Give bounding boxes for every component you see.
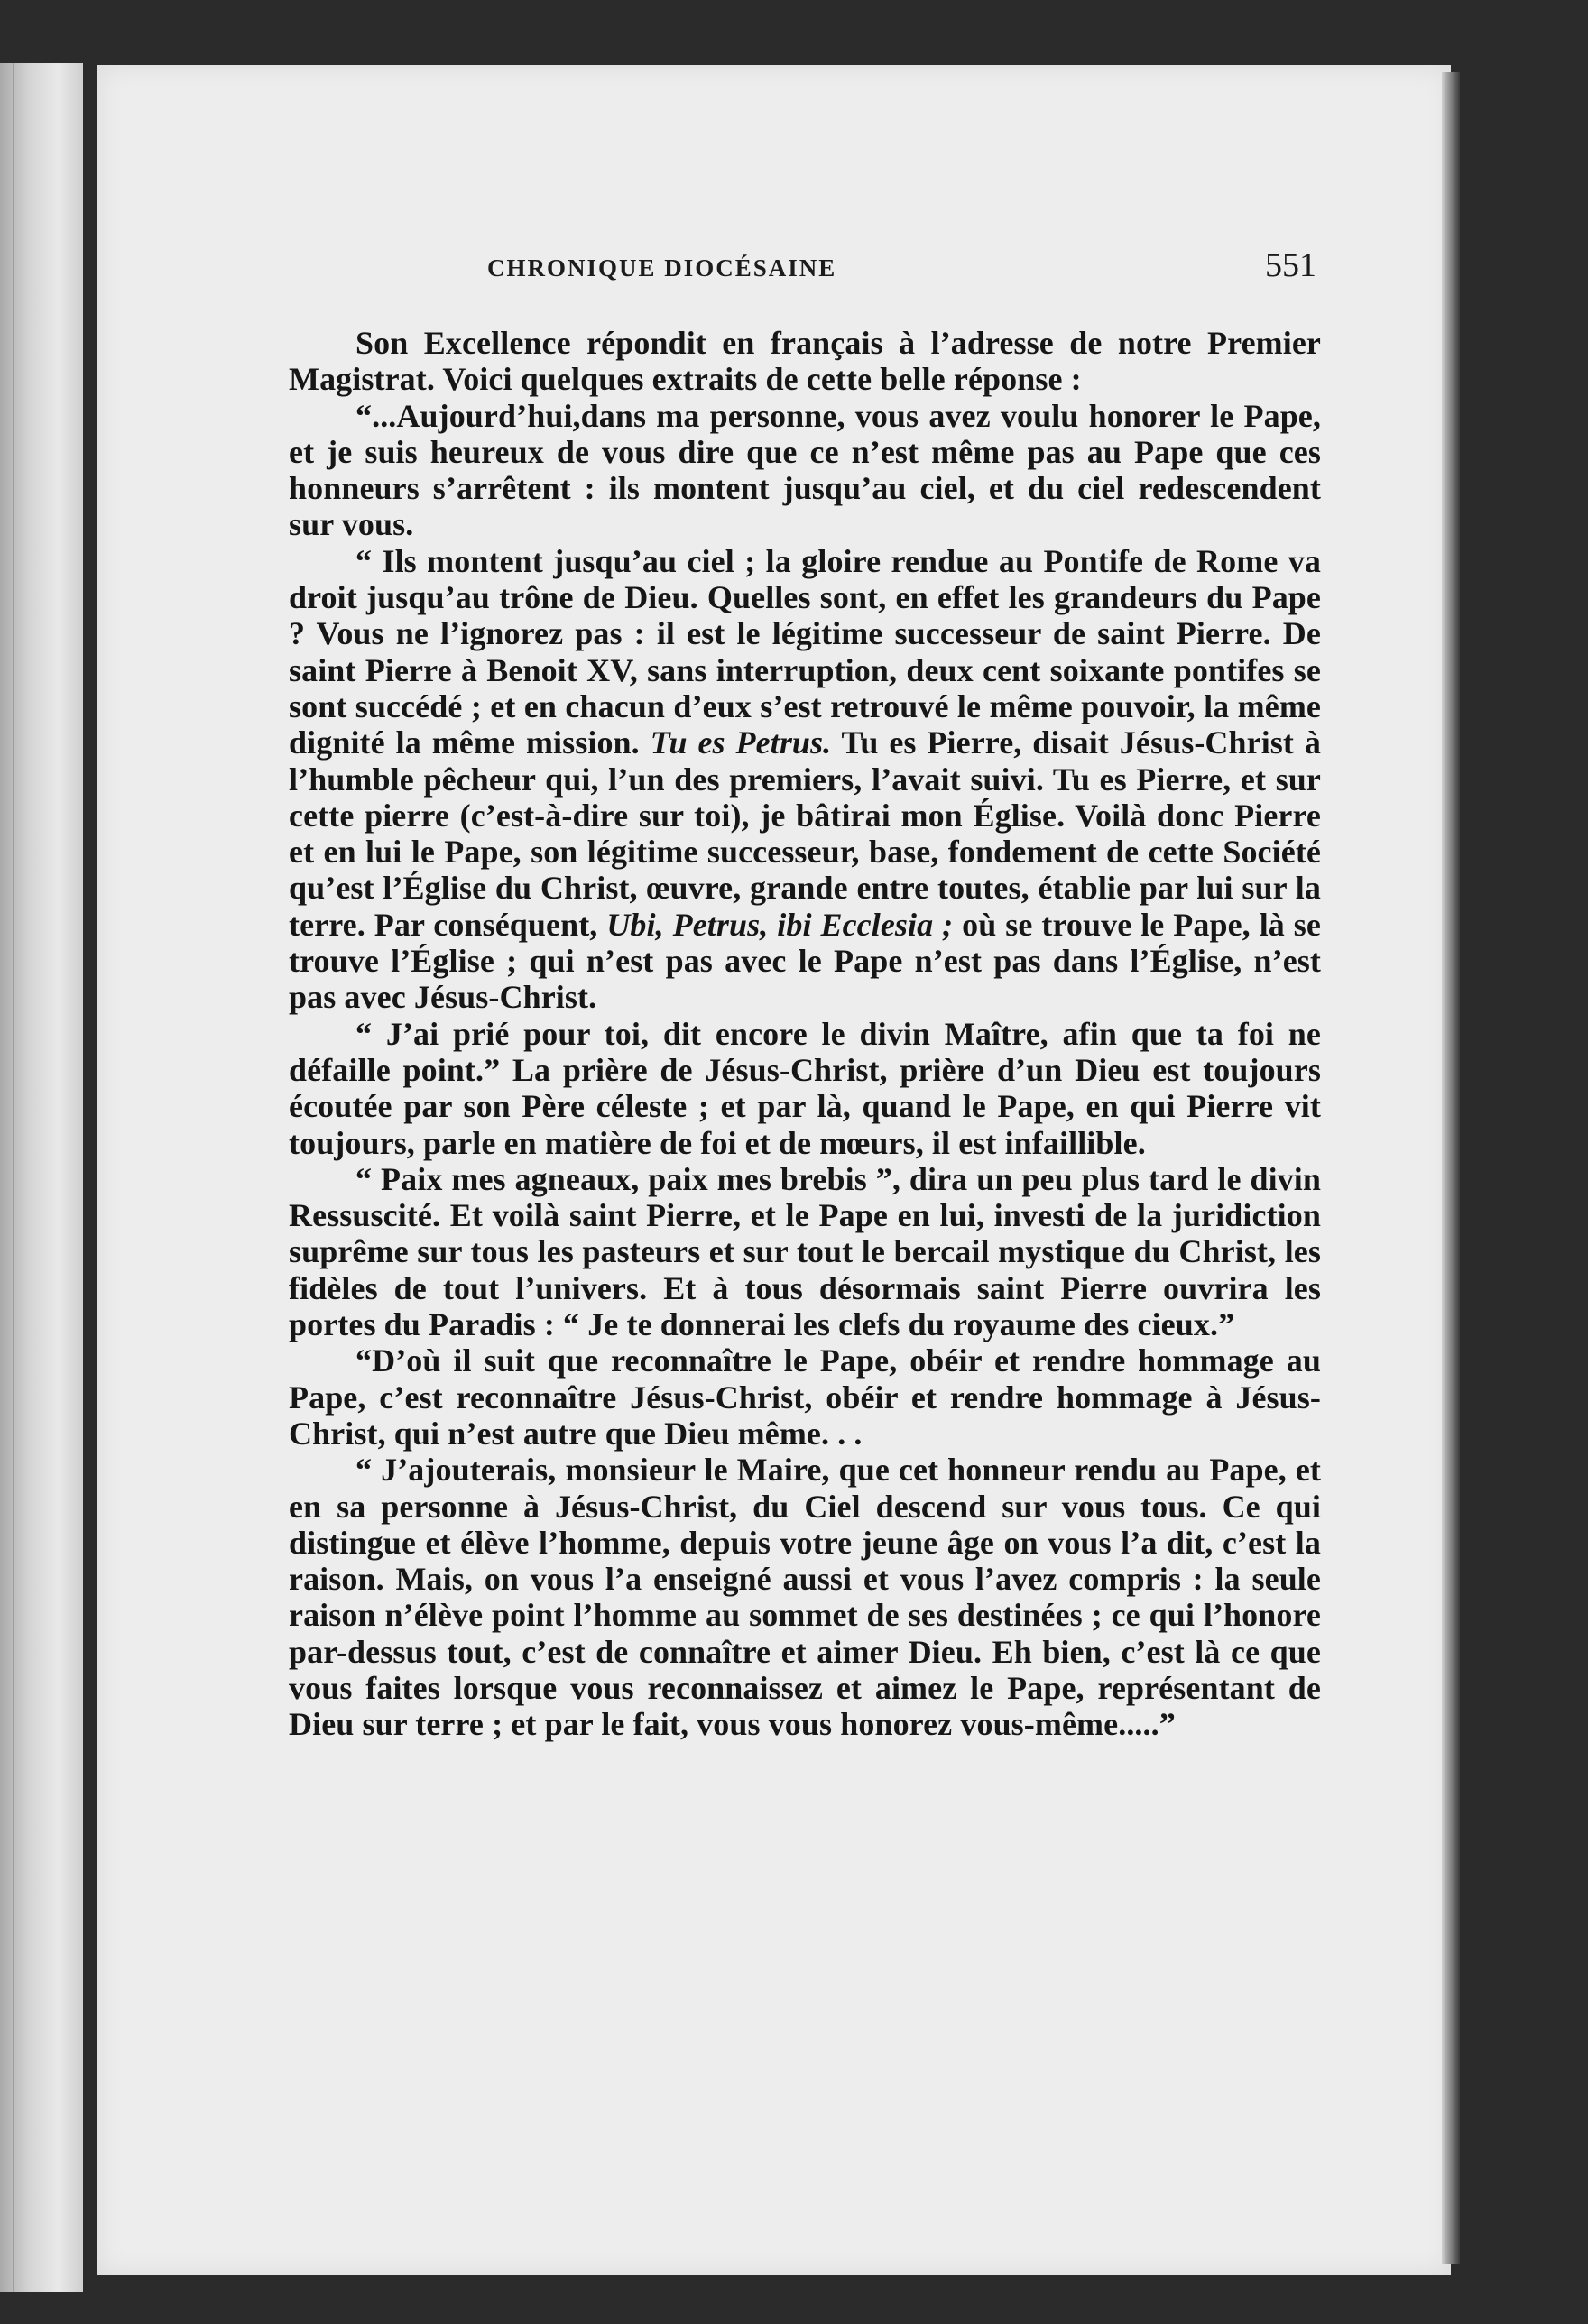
latin-quote-tu-es-petrus: Tu es Petrus. — [650, 724, 832, 761]
paragraph-3-text-a: “ Ils montent jusqu’au ciel ; la gloire rendue au Pontife de Rome va droit jusqu’au trône de Dieu. Quelles sont, en effet les grandeurs du Pape ? Vous ne l’ignorez pas : il est le légitime successeur de saint Pierre. De saint Pierre à Benoit XV, sans interruption, deux cent soixante pontifes se sont succédé ; et en chacun d’eux s’est retrouvé le même pouvoir, la même dignité la même mission. — [289, 542, 1321, 761]
paragraph-1: Son Excellence répondit en français à l’adresse de notre Premier Magistrat. Voici quelques extraits de cette belle réponse : — [289, 325, 1321, 398]
paragraph-2: “...Aujourd’hui,dans ma personne, vous avez voulu honorer le Pape, et je suis heureux de vous dire que ce n’est même pas au Pape que ces honneurs s’arrêtent : ils montent jusqu’au ciel, et du ciel redescendent sur vous. — [289, 397, 1321, 543]
facing-page-edge — [0, 63, 83, 2292]
latin-quote-ubi-petrus: Ubi, Petrus, ibi Ecclesia ; — [606, 906, 954, 943]
page-edge-shadow — [1442, 72, 1460, 2264]
page-number: 551 — [1265, 246, 1316, 284]
paragraph-3 — [289, 543, 1321, 1016]
body-text — [289, 325, 1321, 1949]
paragraph-5: “ Paix mes agneaux, paix mes brebis ”, dira un peu plus tard le divin Ressuscité. Et voilà saint Pierre, et le Pape en lui, investi de la juridiction suprême sur tous les pasteurs et sur tout le bercail mystique du Christ, les fidèles de tout l’univers. Et à tous désormais saint Pierre ouvrira les portes du Paradis : “ Je te donnerai les clefs du royaume des cieux.” — [289, 1160, 1321, 1343]
paragraph-4: “ J’ai prié pour toi, dit encore le divin Maître, afin que ta foi ne défaille point.” La prière de Jésus-Christ, prière d’un Dieu est toujours écoutée par son Père céleste ; et par là, quand le Pape, en qui Pierre vit toujours, parle en matière de foi et de mœurs, il est infaillible. — [289, 1015, 1321, 1161]
paragraph-6: “D’où il suit que reconnaître le Pape, obéir et rendre hommage au Pape, c’est reconnaître Jésus-Christ, obéir et rendre hommage à Jésus-Christ, qui n’est autre que Dieu même. . . — [289, 1342, 1321, 1452]
paragraph-3-text-b: Tu es Pierre, disait Jésus-Christ à l’humble pêcheur qui, l’un des premiers, l’avait suivi. Tu es Pierre, et sur cette pierre (c’est-à-dire sur toi), je bâtirai mon Église. Voilà donc Pierre et en lui le Pape, son légitime successeur, base, fondement de cette Société qu’est l’Église du Christ, œuvre, grande entre toutes, établie par lui sur la terre. Par conséquent, — [289, 724, 1322, 943]
paragraph-3-text-c: où se trouve le Pape, là se trouve l’Église ; qui n’est pas avec le Pape n’est pas dans l’Église, n’est pas avec Jésus-Christ. — [289, 906, 1321, 1016]
running-title: CHRONIQUE DIOCÉSAINE — [487, 254, 837, 281]
paragraph-7: “ J’ajouterais, monsieur le Maire, que cet honneur rendu au Pape, et en sa personne à Jésus-Christ, du Ciel descend sur vous tous. Ce qui distingue et élève l’homme, depuis votre jeune âge on vous l’a dit, c’est la raison. Mais, on vous l’a enseigné aussi et vous l’avez compris : la seule raison n’élève point l’homme au sommet de ses destinées ; ce qui l’honore par-dessus tout, c’est de connaître et aimer Dieu. Eh bien, c’est là ce que vous faites lorsque vous reconnaissez et aimez le Pape, représentant de Dieu sur terre ; et par le fait, vous vous honorez vous-même.....” — [289, 1452, 1321, 1743]
